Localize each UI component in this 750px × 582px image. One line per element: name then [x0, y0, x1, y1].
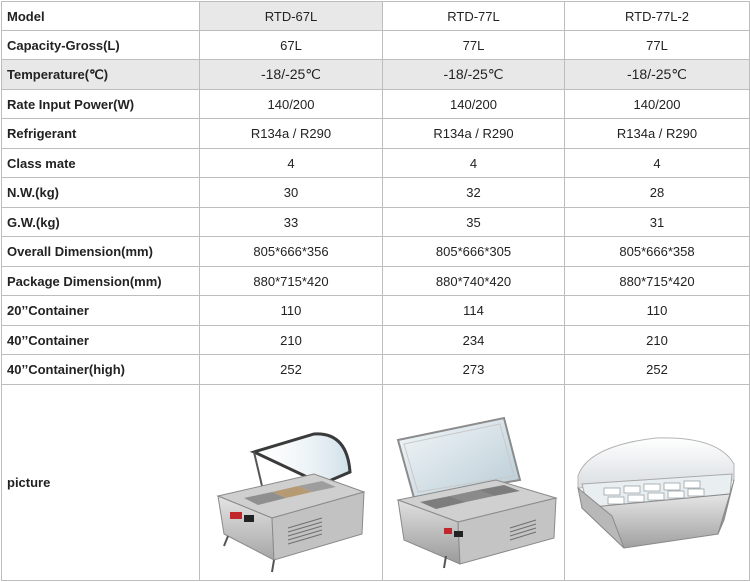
cell-value: 140/200 [200, 90, 383, 119]
freezer-dome-lid-image [568, 388, 746, 578]
row-label: 40’’Container(high) [2, 355, 200, 385]
cell-value: 30 [200, 178, 383, 208]
freezer-curved-glass-image [202, 388, 380, 578]
row-label: Capacity-Gross(L) [2, 31, 200, 60]
cell-value: 140/200 [383, 90, 565, 119]
row-label: G.W.(kg) [2, 208, 200, 237]
cell-value: 77L [565, 31, 750, 60]
cell-value: 210 [200, 326, 383, 355]
product-photo-rtd-67l [200, 385, 383, 581]
cell-value: 805*666*358 [565, 237, 750, 267]
cell-value: 140/200 [565, 90, 750, 119]
row-label: Model [2, 2, 200, 31]
cell-value: 234 [383, 326, 565, 355]
cell-value: 210 [565, 326, 750, 355]
cell-value: -18/-25℃ [383, 60, 565, 90]
row-label: Rate Input Power(W) [2, 90, 200, 119]
cell-value: 35 [383, 208, 565, 237]
cell-value: R134a / R290 [383, 119, 565, 149]
row-capacity [2, 31, 750, 60]
cell-value: R134a / R290 [565, 119, 750, 149]
cell-value: 880*715*420 [200, 267, 383, 296]
row-label: Class mate [2, 149, 200, 178]
cell-value: 4 [200, 149, 383, 178]
cell-value: 273 [383, 355, 565, 385]
row-label: picture [2, 385, 200, 581]
row-overall-dimension [2, 237, 750, 267]
row-label: 40’’Container [2, 326, 200, 355]
cell-value: RTD-67L [200, 2, 383, 31]
row-temperature [2, 60, 750, 90]
row-class-mate [2, 149, 750, 178]
row-label: Package Dimension(mm) [2, 267, 200, 296]
row-label: Temperature(℃) [2, 60, 200, 90]
row-model [2, 2, 750, 31]
cell-value: 4 [565, 149, 750, 178]
product-photo-rtd-77l-2 [565, 385, 750, 581]
cell-value: 880*740*420 [383, 267, 565, 296]
product-photo-rtd-77l [383, 385, 565, 581]
row-40-container-high [2, 355, 750, 385]
row-20-container [2, 296, 750, 326]
row-label: Refrigerant [2, 119, 200, 149]
row-label: Overall Dimension(mm) [2, 237, 200, 267]
cell-value: 110 [200, 296, 383, 326]
cell-value: 28 [565, 178, 750, 208]
freezer-flat-lid-image [386, 388, 562, 578]
row-label: 20’’Container [2, 296, 200, 326]
cell-value: 805*666*356 [200, 237, 383, 267]
row-net-weight [2, 178, 750, 208]
cell-value: -18/-25℃ [565, 60, 750, 90]
cell-value: -18/-25℃ [200, 60, 383, 90]
cell-value: 110 [565, 296, 750, 326]
cell-value: 33 [200, 208, 383, 237]
cell-value: 252 [200, 355, 383, 385]
row-refrigerant [2, 119, 750, 149]
cell-value: 114 [383, 296, 565, 326]
cell-value: 252 [565, 355, 750, 385]
row-picture [2, 385, 750, 581]
cell-value: RTD-77L [383, 2, 565, 31]
row-label: N.W.(kg) [2, 178, 200, 208]
row-power [2, 90, 750, 119]
cell-value: 4 [383, 149, 565, 178]
spec-table [1, 1, 750, 581]
cell-value: 77L [383, 31, 565, 60]
row-40-container [2, 326, 750, 355]
cell-value: 805*666*305 [383, 237, 565, 267]
cell-value: 32 [383, 178, 565, 208]
cell-value: R134a / R290 [200, 119, 383, 149]
row-gross-weight [2, 208, 750, 237]
row-package-dimension [2, 267, 750, 296]
cell-value: 67L [200, 31, 383, 60]
cell-value: 880*715*420 [565, 267, 750, 296]
cell-value: 31 [565, 208, 750, 237]
cell-value: RTD-77L-2 [565, 2, 750, 31]
